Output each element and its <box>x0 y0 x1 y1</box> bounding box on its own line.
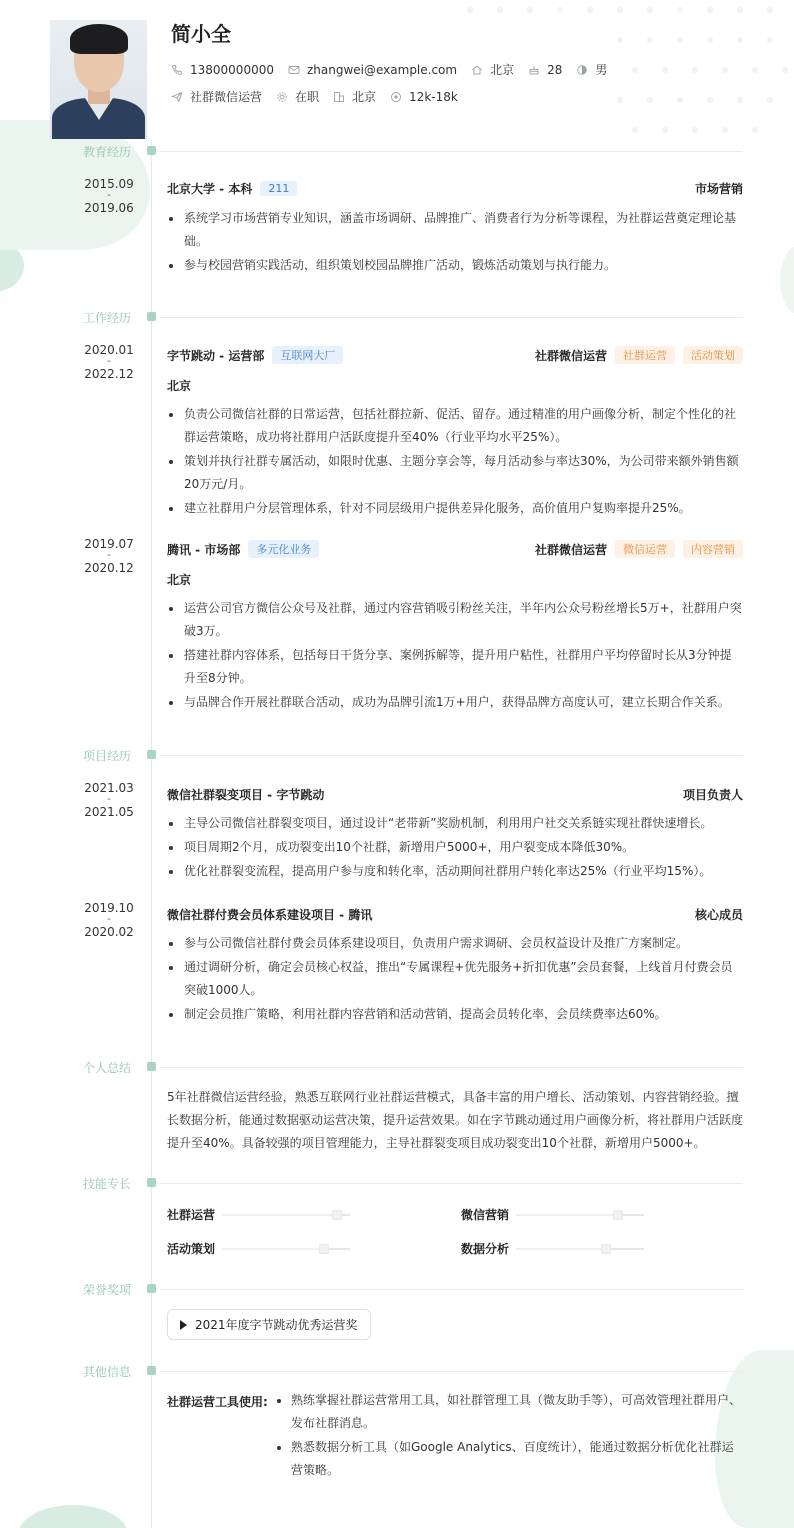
section-divider <box>160 1183 743 1184</box>
contact-phone <box>171 63 274 77</box>
intent-position <box>171 88 262 105</box>
award-label: 2021年度字节跳动优秀运营奖 <box>195 1318 358 1332</box>
contact-location <box>471 61 514 78</box>
skill-knob <box>601 1244 611 1254</box>
list-item: 系统学习市场营销专业知识，涵盖市场调研、品牌推广、消费者行为分析等课程，为社群运营奠定理论基础。 <box>167 207 743 253</box>
position-value: 社群微信运营 <box>190 90 263 104</box>
section-title-projects: 项目经历 <box>83 749 132 763</box>
list-item: 参与校园营销实践活动，组织策划校园品牌推广活动，锻炼活动策划与执行能力。 <box>167 254 743 277</box>
skill-knob <box>319 1244 329 1254</box>
award-item[interactable] <box>167 1309 371 1340</box>
date-start: 2019.10 <box>84 901 134 915</box>
salary-icon <box>390 91 402 103</box>
date-end: 2022.12 <box>84 367 134 381</box>
mail-icon <box>288 64 300 76</box>
company-tag: 互联网大厂 <box>272 346 343 364</box>
project-date <box>74 902 144 938</box>
role-tag: 社群运营 <box>615 346 675 364</box>
status-value: 在职 <box>295 90 320 104</box>
project-bullets <box>167 932 743 1027</box>
edu-bullets <box>167 207 743 278</box>
intent-city <box>333 88 376 105</box>
candidate-name: 简小全 <box>171 22 231 46</box>
date-end: 2021.05 <box>84 805 134 819</box>
date-start: 2019.07 <box>84 537 134 551</box>
phone-value: 13800000000 <box>190 62 274 77</box>
date-start: 2015.09 <box>84 177 134 191</box>
project-bullets <box>167 812 743 884</box>
work-city: 北京 <box>167 379 192 393</box>
skill-knob <box>332 1210 342 1220</box>
section-divider <box>160 151 743 152</box>
list-item: 与品牌合作开展社群联合活动，成功为品牌引流1万+用户，获得品牌方高度认可，建立长期合作关系。 <box>167 691 743 714</box>
summary-text: 5年社群微信运营经验，熟悉互联网行业社群运营模式，具备丰富的用户增长、活动策划、内容营销经验。擅长数据分析，能通过数据驱动运营决策，提升运营效果。如在字节跳动通过用户画像分析，将社群用户活跃度提升至40%。具备较强的项目管理能力，主导社群裂变项目成功裂变出10个社群，新增用户5000+。 <box>167 1090 744 1150</box>
school-name: 北京大学 - 本科 <box>167 182 253 196</box>
skill-bar <box>222 1248 350 1250</box>
role-tag: 活动策划 <box>683 346 743 364</box>
skill-label: 社群运营 <box>167 1208 216 1222</box>
date-end: 2020.12 <box>84 561 134 575</box>
section-divider <box>160 1289 743 1290</box>
home-icon <box>471 64 483 76</box>
edu-date <box>74 178 144 214</box>
skill-knob <box>613 1210 623 1220</box>
profile-photo <box>50 20 147 139</box>
list-item: 制定会员推广策略，利用社群内容营销和活动营销，提高会员转化率，会员续费率达60%。 <box>167 1003 743 1026</box>
project-entry-header <box>167 906 743 923</box>
project-role: 核心成员 <box>694 908 743 922</box>
skill-bar <box>222 1214 350 1216</box>
project-name: 微信社群裂变项目 - 字节跳动 <box>167 788 325 802</box>
section-marker <box>147 1366 156 1375</box>
list-item: 负责公司微信社群的日常运营，包括社群拉新、促活、留存。通过精准的用户画像分析，制定个性化的社群运营策略，成功将社群用户活跃度提升至40%（行业平均水平25%）。 <box>167 403 743 449</box>
cake-icon <box>528 64 540 76</box>
project-role: 项目负责人 <box>682 788 743 802</box>
skill-fill <box>222 1248 324 1250</box>
gender-value: 男 <box>595 63 608 77</box>
age-value: 28 <box>547 62 563 77</box>
other-info-label: 社群运营工具使用: <box>167 1395 268 1409</box>
city-value: 北京 <box>352 90 377 104</box>
send-icon <box>171 91 183 103</box>
section-divider <box>160 317 743 318</box>
work-entry-header <box>167 540 743 558</box>
skill-item <box>167 1240 350 1257</box>
project-name: 微信社群付费会员体系建设项目 - 腾讯 <box>167 908 373 922</box>
timeline-line <box>151 140 152 1528</box>
date-start: 2020.01 <box>84 343 134 357</box>
section-title-work: 工作经历 <box>83 311 132 325</box>
contact-age <box>528 63 562 77</box>
other-info-list <box>275 1389 743 1483</box>
job-role: 社群微信运营 <box>534 542 607 557</box>
work-entry-header <box>167 346 743 364</box>
skill-item <box>461 1206 644 1223</box>
skill-item <box>167 1206 350 1223</box>
company-name: 字节跳动 - 运营部 <box>167 348 265 363</box>
intent-salary <box>390 90 458 104</box>
work-date <box>74 538 144 574</box>
section-title-awards: 荣誉奖项 <box>83 1283 132 1297</box>
list-item: 通过调研分析，确定会员核心权益，推出“专属课程+优先服务+折扣优惠”会员套餐，上线首月付费会员突破1000人。 <box>167 956 743 1002</box>
skill-bar <box>516 1214 644 1216</box>
section-marker <box>147 1178 156 1187</box>
work-bullets <box>167 597 743 715</box>
building-icon <box>333 91 345 103</box>
section-marker <box>147 750 156 759</box>
skill-label: 数据分析 <box>461 1242 510 1256</box>
list-item: 建立社群用户分层管理体系，针对不同层级用户提供差异化服务，高价值用户复购率提升25%。 <box>167 497 743 520</box>
date-dash: - <box>107 794 111 805</box>
salary-value: 12k-18k <box>409 89 458 104</box>
date-dash: - <box>107 550 111 561</box>
project-entry-header <box>167 786 743 803</box>
job-intent-row <box>171 88 472 105</box>
gender-icon <box>576 64 588 76</box>
skill-item <box>461 1240 644 1257</box>
list-item: 搭建社群内容体系，包括每日干货分享、案例拆解等，提升用户粘性，社群用户平均停留时长从3分钟提升至8分钟。 <box>167 644 743 690</box>
date-end: 2020.02 <box>84 925 134 939</box>
section-divider <box>160 755 743 756</box>
contact-gender <box>576 61 607 78</box>
project-date <box>74 782 144 818</box>
company-tag: 多元化业务 <box>248 540 319 558</box>
list-item: 项目周期2个月，成功裂变出10个社群，新增用户5000+，用户裂变成本降低30%。 <box>167 836 743 859</box>
work-city: 北京 <box>167 573 192 587</box>
list-item: 优化社群裂变流程，提高用户参与度和转化率，活动期间社群用户转化率达25%（行业平均15%）。 <box>167 860 743 883</box>
section-divider <box>160 1371 743 1372</box>
contact-row <box>171 61 621 78</box>
section-marker <box>147 312 156 321</box>
section-title-summary: 个人总结 <box>83 1061 132 1075</box>
role-tag: 微信运营 <box>615 540 675 558</box>
phone-icon <box>171 64 183 76</box>
role-tag: 内容营销 <box>683 540 743 558</box>
company-name: 腾讯 - 市场部 <box>167 542 241 557</box>
location-value: 北京 <box>490 63 515 77</box>
job-role: 社群微信运营 <box>534 348 607 363</box>
work-date <box>74 344 144 380</box>
skill-fill <box>516 1214 618 1216</box>
list-item: 熟练掌握社群运营常用工具，如社群管理工具（微友助手等），可高效管理社群用户、发布社群消息。 <box>275 1389 743 1435</box>
skill-label: 活动策划 <box>167 1242 216 1256</box>
skill-label: 微信营销 <box>461 1208 510 1222</box>
intent-status <box>276 88 319 105</box>
section-title-other: 其他信息 <box>83 1365 132 1379</box>
email-value: zhangwei@example.com <box>306 62 458 77</box>
date-dash: - <box>107 356 111 367</box>
list-item: 参与公司微信社群付费会员体系建设项目，负责用户需求调研、会员权益设计及推广方案制定。 <box>167 932 743 955</box>
gear-icon <box>276 91 288 103</box>
date-end: 2019.06 <box>84 201 134 215</box>
work-bullets <box>167 403 743 521</box>
list-item: 运营公司官方微信公众号及社群，通过内容营销吸引粉丝关注，半年内公众号粉丝增长5万+，社群用户突破3万。 <box>167 597 743 643</box>
skill-fill <box>222 1214 337 1216</box>
date-dash: - <box>107 914 111 925</box>
edu-entry-header <box>167 180 743 197</box>
skill-bar <box>516 1248 644 1250</box>
skill-fill <box>516 1248 606 1250</box>
major: 市场营销 <box>694 182 743 196</box>
section-marker <box>147 1062 156 1071</box>
play-icon <box>180 1320 187 1330</box>
date-dash: - <box>107 190 111 201</box>
date-start: 2021.03 <box>84 781 134 795</box>
section-title-education: 教育经历 <box>83 145 132 159</box>
section-divider <box>160 1067 743 1068</box>
section-marker <box>147 1284 156 1293</box>
contact-email <box>288 63 457 77</box>
section-title-skills: 技能专长 <box>83 1177 132 1191</box>
section-marker <box>147 146 156 155</box>
list-item: 熟悉数据分析工具（如Google Analytics、百度统计），能通过数据分析优化社群运营策略。 <box>275 1436 743 1482</box>
list-item: 主导公司微信社群裂变项目，通过设计“老带新”奖励机制，利用用户社交关系链实现社群快速增长。 <box>167 812 743 835</box>
list-item: 策划并执行社群专属活动，如限时优惠、主题分享会等，每月活动参与率达30%，为公司带来额外销售额20万元/月。 <box>167 450 743 496</box>
school-tag: 211 <box>260 181 297 196</box>
